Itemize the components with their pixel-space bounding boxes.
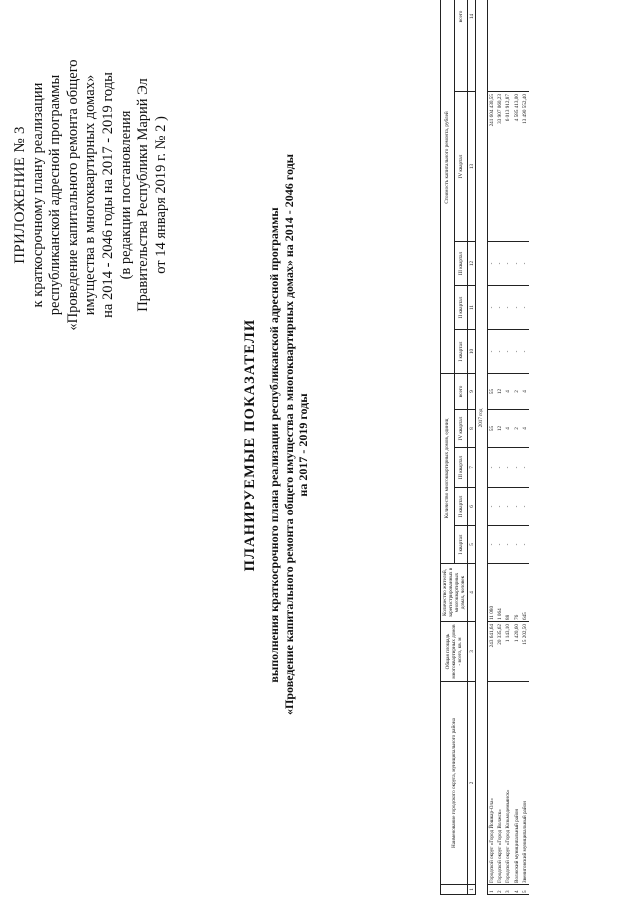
row-houses-q1: - [521, 526, 529, 564]
row-cost-q1: - [496, 330, 504, 374]
row-cost-total [487, 0, 496, 92]
row-cost-q3: - [496, 242, 504, 286]
column-index: 9 [468, 374, 476, 410]
appendix-line: к краткосрочному плану реализации [29, 82, 46, 308]
row-area: 20 335,62 [496, 622, 504, 682]
indicators-table [440, 0, 529, 895]
row-cost-q2: - [513, 286, 521, 330]
column-index: 11 [468, 286, 476, 330]
row-residents: 11 080 [487, 564, 496, 622]
row-name: Городской округ «Город Йошкар-Ола» [487, 682, 496, 885]
row-cost-total [504, 0, 512, 92]
row-area: 15 202,50 [521, 622, 529, 682]
row-cost-q1: - [504, 330, 512, 374]
appendix-line: Правительства Республики Марий Эл [135, 78, 152, 312]
row-cost-q4: 241 604 430,55 [487, 92, 496, 242]
column-index: 8 [468, 410, 476, 448]
appendix-line: республиканской адресной программы [47, 74, 64, 316]
row-houses-q4: 55 [487, 410, 496, 448]
row-cost-total [513, 0, 521, 92]
section-label: 2017 год [476, 0, 487, 895]
row-name: Звениговский муниципальный район [521, 682, 529, 885]
row-cost-q4: 13 490 552,40 [521, 92, 529, 242]
appendix-line: (в редакции постановления [117, 110, 134, 280]
appendix-block [12, 25, 170, 365]
row-houses-q2: - [513, 488, 521, 526]
row-houses-q1: - [496, 526, 504, 564]
header-residents: Количество жителей, зарегистрированных в многоквартирных домах, человек [441, 564, 468, 622]
row-houses-q1: - [504, 526, 512, 564]
row-houses-q4: 2 [513, 410, 521, 448]
row-houses-total: 2 [513, 374, 521, 410]
row-area: 1 420,60 [513, 622, 521, 682]
header-area: Общая площадь многоквартирных домов - всего, кв. м [441, 622, 468, 682]
row-houses-total: 12 [496, 374, 504, 410]
appendix-title: ПРИЛОЖЕНИЕ № 3 [12, 126, 28, 264]
row-houses-total: 55 [487, 374, 496, 410]
row-residents: 1 064 [496, 564, 504, 622]
row-cost-q1: - [513, 330, 521, 374]
row-number: 3 [504, 885, 512, 895]
column-index: 6 [468, 488, 476, 526]
row-cost-total [521, 0, 529, 92]
row-cost-q4: 4 585 413,00 [513, 92, 521, 242]
appendix-line: на 2014 - 2046 годы на 2017 - 2019 годы [99, 72, 116, 318]
document-subtitle: «Проведение капитального ремонта общего имущества в многоквартирных домах» на 2014 - 2046 годы [281, 153, 296, 715]
row-houses-q1: - [487, 526, 496, 564]
row-houses-q2: - [504, 488, 512, 526]
row-cost-q3: - [487, 242, 496, 286]
row-houses-q1: - [513, 526, 521, 564]
row-houses-q2: - [496, 488, 504, 526]
row-houses-q4: 12 [496, 410, 504, 448]
column-index: 5 [468, 526, 476, 564]
section-row [476, 0, 487, 895]
column-index: 10 [468, 330, 476, 374]
table-header-row [441, 0, 455, 895]
appendix-line: «Проведение капитального ремонта общего [64, 59, 81, 331]
table-body [487, 0, 529, 895]
column-index: 14 [468, 0, 476, 92]
row-number: 5 [521, 885, 529, 895]
row-number: 4 [513, 885, 521, 895]
column-index: 2 [468, 682, 476, 885]
row-cost-q2: - [487, 286, 496, 330]
row-cost-q2: - [504, 286, 512, 330]
row-houses-q4: 4 [504, 410, 512, 448]
column-index-row [468, 0, 476, 895]
appendix-line: от 14 января 2019 г. № 2 ) [152, 116, 169, 274]
row-residents: 645 [521, 564, 529, 622]
row-residents: 88 [504, 564, 512, 622]
row-houses-q2: - [521, 488, 529, 526]
column-index: 12 [468, 242, 476, 286]
row-area: 243 641,64 [487, 622, 496, 682]
column-index: 3 [468, 622, 476, 682]
row-area: 1 143,10 [504, 622, 512, 682]
row-cost-q3: - [513, 242, 521, 286]
column-index: 4 [468, 564, 476, 622]
header-total: всего [454, 0, 468, 92]
row-number: 2 [496, 885, 504, 895]
row-houses-total: 4 [521, 374, 529, 410]
header-name: Наименование городского округа, муниципального района [441, 682, 468, 885]
row-houses-q4: 4 [521, 410, 529, 448]
row-houses-q3: - [504, 448, 512, 488]
row-name: Волжский муниципальный район [513, 682, 521, 885]
row-houses-q3: - [513, 448, 521, 488]
header-q4: IV квартал [454, 92, 468, 242]
row-cost-q1: - [521, 330, 529, 374]
document-subtitle: выполнения краткосрочного плана реализации республиканской адресной программы [267, 207, 281, 683]
row-houses-total: 4 [504, 374, 512, 410]
header-q3: III квартал [454, 242, 468, 286]
column-index: 1 [468, 885, 476, 895]
header-cost-group: Стоимость капитального ремонта, рублей [441, 0, 455, 374]
header-q1: I квартал [454, 526, 468, 564]
indicators-table-wrap [440, 2, 529, 895]
row-cost-q3: - [504, 242, 512, 286]
document-titles [242, 153, 311, 715]
row-houses-q3: - [487, 448, 496, 488]
row-name: Городской округ «Город Козьмодемьянск» [504, 682, 512, 885]
table-row [504, 0, 512, 895]
header-q2: II квартал [454, 488, 468, 526]
column-index: 7 [468, 448, 476, 488]
row-cost-q4: 33 907 060,23 [496, 92, 504, 242]
column-index: 13 [468, 92, 476, 242]
row-residents: 76 [513, 564, 521, 622]
row-cost-q4: 6 013 912,87 [504, 92, 512, 242]
header-q4: IV квартал [454, 410, 468, 448]
row-cost-q3: - [521, 242, 529, 286]
document-title: ПЛАНИРУЕМЫЕ ПОКАЗАТЕЛИ [242, 318, 258, 572]
row-number: 1 [487, 885, 496, 895]
table-row [496, 0, 504, 895]
row-cost-q2: - [521, 286, 529, 330]
header-cell [441, 885, 468, 895]
document-subtitle: на 2017 - 2019 годы [296, 393, 310, 497]
header-q1: I квартал [454, 330, 468, 374]
row-cost-q1: - [487, 330, 496, 374]
row-houses-q3: - [496, 448, 504, 488]
table-row [521, 0, 529, 895]
header-q2: II квартал [454, 286, 468, 330]
row-name: Городской округ «Город Волжск» [496, 682, 504, 885]
row-cost-total [496, 0, 504, 92]
table-row [487, 0, 496, 895]
header-houses-group: Количество многоквартирных домов, единиц [441, 374, 455, 564]
header-q3: III квартал [454, 448, 468, 488]
row-cost-q2: - [496, 286, 504, 330]
row-houses-q3: - [521, 448, 529, 488]
row-houses-q2: - [487, 488, 496, 526]
table-row [513, 0, 521, 895]
header-total: всего [454, 374, 468, 410]
appendix-line: имущества в многоквартирных домах» [82, 74, 99, 316]
